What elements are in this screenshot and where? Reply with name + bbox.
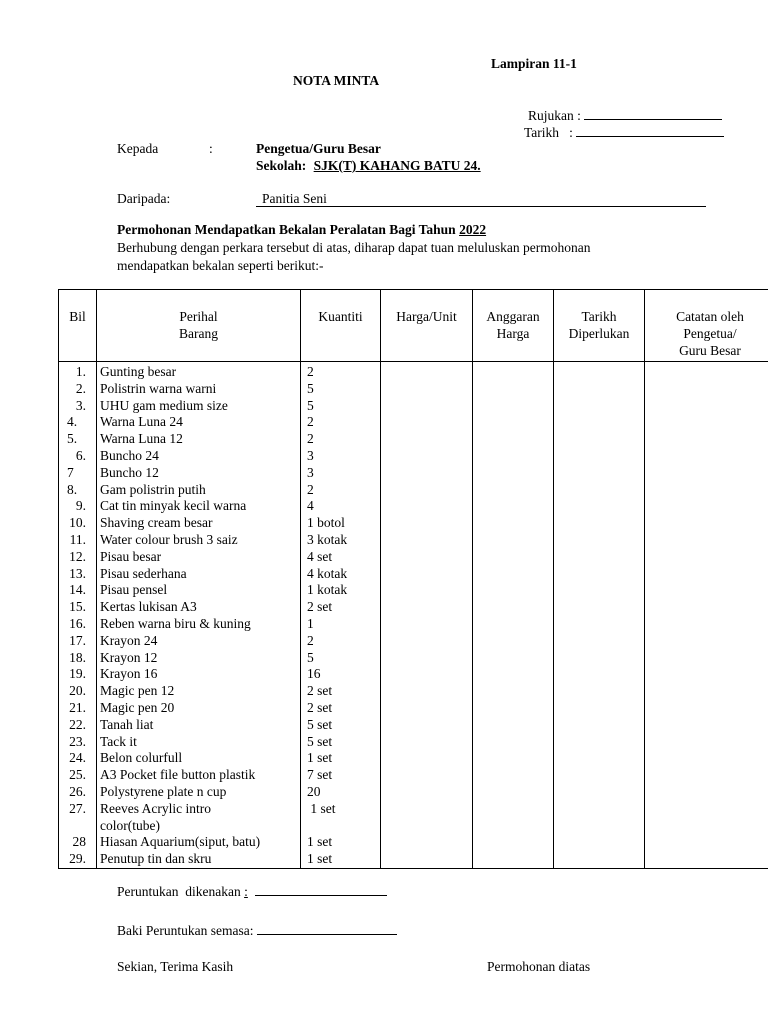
recipient-label: Kepada xyxy=(117,141,159,156)
item-description: Pisau sederhana xyxy=(100,565,187,581)
item-quantity: 5 xyxy=(307,649,314,665)
item-description: Polystyrene plate n cup xyxy=(100,783,227,799)
row-number: 19. xyxy=(69,666,86,682)
bil-column xyxy=(59,362,97,869)
date-label: Tarikh : xyxy=(524,125,573,140)
table-body-row xyxy=(59,362,768,869)
row-number: 26. xyxy=(69,783,86,799)
balance-field xyxy=(117,922,397,939)
row-number: 4. xyxy=(67,414,78,430)
recipient-name: Pengetua/Guru Besar xyxy=(256,141,381,156)
header-tarikh: Tarikh Diperlukan xyxy=(554,290,645,362)
row-number: 22. xyxy=(69,716,86,732)
item-description: Reben warna biru & kuning xyxy=(100,615,251,631)
item-description: Pisau pensel xyxy=(100,582,168,598)
item-quantity: 1 set xyxy=(307,851,333,867)
school-name: SJK(T) KAHANG BATU 24. xyxy=(313,158,481,173)
table-header-row xyxy=(59,290,768,362)
school-line xyxy=(256,158,481,174)
item-column xyxy=(97,362,301,869)
row-number: 18. xyxy=(69,649,86,665)
row-number: 14. xyxy=(69,582,86,598)
header-harga-unit: Harga/Unit xyxy=(381,290,473,362)
header-catatan: Catatan oleh Pengetua/ Guru Besar xyxy=(645,290,768,362)
item-description: color(tube) xyxy=(100,817,160,833)
item-description: Shaving cream besar xyxy=(100,515,213,531)
row-number: 7 xyxy=(67,464,74,480)
row-number: 6. xyxy=(75,447,86,463)
item-description: Tanah liat xyxy=(100,716,154,732)
item-description: Buncho 12 xyxy=(100,464,159,480)
item-quantity: 2 xyxy=(307,414,314,430)
row-number: 2. xyxy=(75,380,86,396)
item-quantity: 4 kotak xyxy=(307,565,348,581)
item-description: A3 Pocket file button plastik xyxy=(100,767,256,783)
item-quantity: 5 xyxy=(307,380,314,396)
row-number: 25. xyxy=(69,767,86,783)
row-number: 27. xyxy=(69,800,86,816)
header-anggaran: Anggaran Harga xyxy=(473,290,554,362)
item-description: Pisau besar xyxy=(100,548,162,564)
item-quantity: 5 set xyxy=(307,716,333,732)
date-field xyxy=(524,124,724,141)
row-number: 17. xyxy=(69,632,86,648)
row-number: 10. xyxy=(69,515,86,531)
request-body-line2: mendapatkan bekalan seperti berikut:- xyxy=(117,258,324,273)
applicant-text: Permohonan diatas xyxy=(487,959,591,974)
item-quantity: 3 kotak xyxy=(307,531,348,547)
row-number: 16. xyxy=(69,615,86,631)
reference-blank xyxy=(584,107,722,120)
item-quantity: 1 set xyxy=(307,750,333,766)
item-quantity: 2 set xyxy=(307,599,333,615)
item-description: Polistrin warna warni xyxy=(100,380,217,396)
sender-value: Panitia Seni xyxy=(262,191,327,206)
item-description: Water colour brush 3 saiz xyxy=(100,531,238,547)
row-number: 29. xyxy=(69,851,86,867)
request-table xyxy=(58,289,768,869)
sender-field xyxy=(256,191,706,207)
reference-field xyxy=(528,107,722,124)
item-quantity: 2 xyxy=(307,632,314,648)
row-number: 9. xyxy=(75,498,86,514)
item-description: Gunting besar xyxy=(100,364,177,379)
item-description: Krayon 12 xyxy=(100,649,158,665)
header-bil: Bil xyxy=(59,290,97,362)
row-number: 3. xyxy=(75,397,86,413)
school-label: Sekolah: xyxy=(256,158,307,173)
request-year: 2022 xyxy=(459,222,487,237)
unit-price-column xyxy=(381,362,473,869)
item-quantity xyxy=(301,818,380,835)
item-description: Kertas lukisan A3 xyxy=(100,599,197,615)
item-quantity: 1 kotak xyxy=(307,582,348,598)
item-description: Warna Luna 12 xyxy=(100,431,183,447)
item-quantity: 4 set xyxy=(307,548,333,564)
item-description: Krayon 24 xyxy=(100,632,158,648)
item-description: Reeves Acrylic intro xyxy=(100,800,211,816)
balance-blank xyxy=(257,922,397,935)
item-quantity: 1 xyxy=(307,615,314,631)
allocation-blank xyxy=(255,883,387,896)
closing-text: Sekian, Terima Kasih xyxy=(117,959,234,974)
item-description: Hiasan Aquarium(siput, batu) xyxy=(100,834,261,850)
row-number: 8. xyxy=(67,481,78,497)
date-blank xyxy=(576,124,724,137)
item-description: Magic pen 12 xyxy=(100,683,175,699)
reference-label: Rujukan : xyxy=(528,108,581,123)
row-number xyxy=(59,818,96,835)
item-quantity: 1 set xyxy=(307,800,336,816)
item-description: Tack it xyxy=(100,733,137,749)
item-quantity: 2 set xyxy=(307,699,333,715)
item-quantity: 5 set xyxy=(307,733,333,749)
attachment-number: Lampiran 11-1 xyxy=(491,56,577,71)
item-description: UHU gam medium size xyxy=(100,397,228,413)
header-kuantiti: Kuantiti xyxy=(301,290,381,362)
row-number: 20. xyxy=(69,683,86,699)
item-quantity: 16 xyxy=(307,666,321,682)
balance-label: Baki Peruntukan semasa: xyxy=(117,923,254,938)
row-number: 12. xyxy=(69,548,86,564)
item-quantity: 3 xyxy=(307,464,314,480)
item-quantity: 1 set xyxy=(307,834,333,850)
item-quantity: 3 xyxy=(307,447,314,463)
principal-notes-column xyxy=(645,362,768,869)
item-description: Magic pen 20 xyxy=(100,699,175,715)
quantity-column xyxy=(301,362,381,869)
row-number: 11. xyxy=(69,531,86,547)
row-number: 15. xyxy=(69,599,86,615)
allocation-label: Peruntukan dikenakan xyxy=(117,884,241,899)
row-number: 1. xyxy=(75,364,86,379)
item-description: Gam polistrin putih xyxy=(100,481,206,497)
item-quantity: 5 xyxy=(307,397,314,413)
row-number: 28 xyxy=(72,834,86,850)
row-number: 5. xyxy=(67,431,78,447)
item-description: Warna Luna 24 xyxy=(100,414,183,430)
recipient-colon: : xyxy=(209,141,213,156)
item-description: Buncho 24 xyxy=(100,447,159,463)
allocation-colon: : xyxy=(244,884,248,899)
item-quantity: 7 set xyxy=(307,767,333,783)
date-needed-column xyxy=(554,362,645,869)
item-quantity: 2 xyxy=(307,364,314,379)
item-description: Krayon 16 xyxy=(100,666,158,682)
item-description: Cat tin minyak kecil warna xyxy=(100,498,247,514)
header-perihal: Perihal Barang xyxy=(97,290,301,362)
request-heading xyxy=(117,222,486,238)
request-body-line1: Berhubung dengan perkara tersebut di atas, diharap dapat tuan meluluskan permohonan xyxy=(117,240,591,255)
page-title: NOTA MINTA xyxy=(293,73,380,88)
allocation-field xyxy=(117,883,387,900)
item-quantity: 4 xyxy=(307,498,314,514)
estimated-price-column xyxy=(473,362,554,869)
item-quantity: 2 xyxy=(307,481,314,497)
item-quantity: 20 xyxy=(307,783,321,799)
item-quantity: 1 botol xyxy=(307,515,345,531)
row-number: 21. xyxy=(69,699,86,715)
item-quantity: 2 xyxy=(307,431,314,447)
sender-label: Daripada: xyxy=(117,191,171,206)
item-quantity: 2 set xyxy=(307,683,333,699)
row-number: 13. xyxy=(69,565,86,581)
row-number: 24. xyxy=(69,750,86,766)
item-description: Belon colurfull xyxy=(100,750,183,766)
row-number: 23. xyxy=(69,733,86,749)
request-heading-text: Permohonan Mendapatkan Bekalan Peralatan Bagi Tahun xyxy=(117,222,456,237)
item-description: Penutup tin dan skru xyxy=(100,851,212,867)
